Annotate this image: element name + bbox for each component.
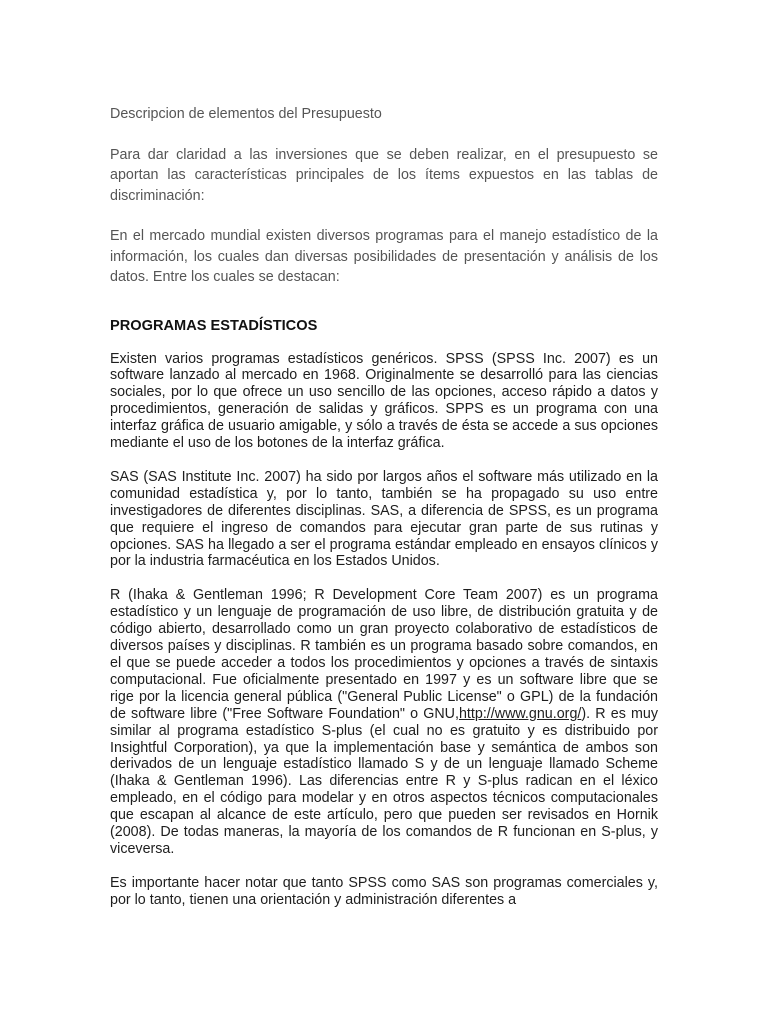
paragraph-r-text-1: R (Ihaka & Gentleman 1996; R Development Core Team 2007) es un programa estadístico y un lenguaje de programación de uso libre, de distribución gratuita y de código abierto, desarrollado como un gran proyecto colaborativo de estadísticos de diversos países y disciplinas. R también es un programa basado sobre comandos, en el que se puede acceder a todos los procedimientos y opciones a través de sintaxis computacional. Fue oficialmente presentado en 1997 y es un software libre que se rige por la licencia general pública ("General Public License" o GPL) de la fundación de software libre ("Free Software Foundation" o GNU, xyxy=(110,587,658,722)
section-heading: PROGRAMAS ESTADÍSTICOS xyxy=(110,317,318,334)
document-page xyxy=(110,104,658,926)
paragraph-r xyxy=(110,587,658,858)
gnu-link[interactable]: http://www.gnu.org/ xyxy=(458,705,582,722)
intro-paragraph-2: En el mercado mundial existen diversos programas para el manejo estadístico de la información, los cuales dan diversas posibilidades de presentación y análisis de los datos. Entre los cuales se destacan: xyxy=(110,228,658,285)
intro-title: Descripcion de elementos del Presupuesto xyxy=(110,106,382,122)
paragraph-r-text-2: ). R es muy similar al programa estadístico S-plus (el cual no es gratuito y es distribuido por Insightful Corporation), ya que la implementación base y semántica de ambos son derivados de un lenguaje estadístico llamado S y de un lenguaje llamado Scheme (Ihaka & Gentleman 1996). Las diferencias entre R y S-plus radican en el léxico empleado, en el código para modelar y en otros aspectos técnicos computacionales que escapan al alcance de este artículo, pero que pueden ser revisados en Hornik (2008). De todas maneras, la mayoría de los comandos de R funcionan en S-plus, y viceversa. xyxy=(110,705,658,857)
paragraph-spss: Existen varios programas estadísticos genéricos. SPSS (SPSS Inc. 2007) es un software lanzado al mercado en 1968. Originalmente se desarrolló para las ciencias sociales, por lo que ofrece un uso sencillo de las opciones, acceso rápido a datos y procedimientos, generación de salidas y gráficos. SPPS es un programa con una interfaz gráfica de usuario amigable, y sólo a través de ésta se accede a sus opciones mediante el uso de los botones de la interfaz gráfica. xyxy=(110,350,658,452)
intro-paragraph-1: Para dar claridad a las inversiones que se deben realizar, en el presupuesto se aportan las características principales de los ítems expuestos en las tablas de discriminación: xyxy=(110,146,658,204)
paragraph-sas: SAS (SAS Institute Inc. 2007) ha sido por largos años el software más utilizado en la comunidad estadística y, por lo tanto, también se ha propagado su uso entre investigadores de diferentes disciplinas. SAS, a diferencia de SPSS, es un programa que requiere el ingreso de comandos para ejecutar gran parte de sus rutinas y opciones. SAS ha llegado a ser el programa estándar empleado en ensayos clínicos y por la industria farmacéutica en los Estados Unidos. xyxy=(110,468,658,570)
paragraph-final: Es importante hacer notar que tanto SPSS como SAS son programas comerciales y, por lo tanto, tienen una orientación y administración diferentes a xyxy=(110,874,658,908)
